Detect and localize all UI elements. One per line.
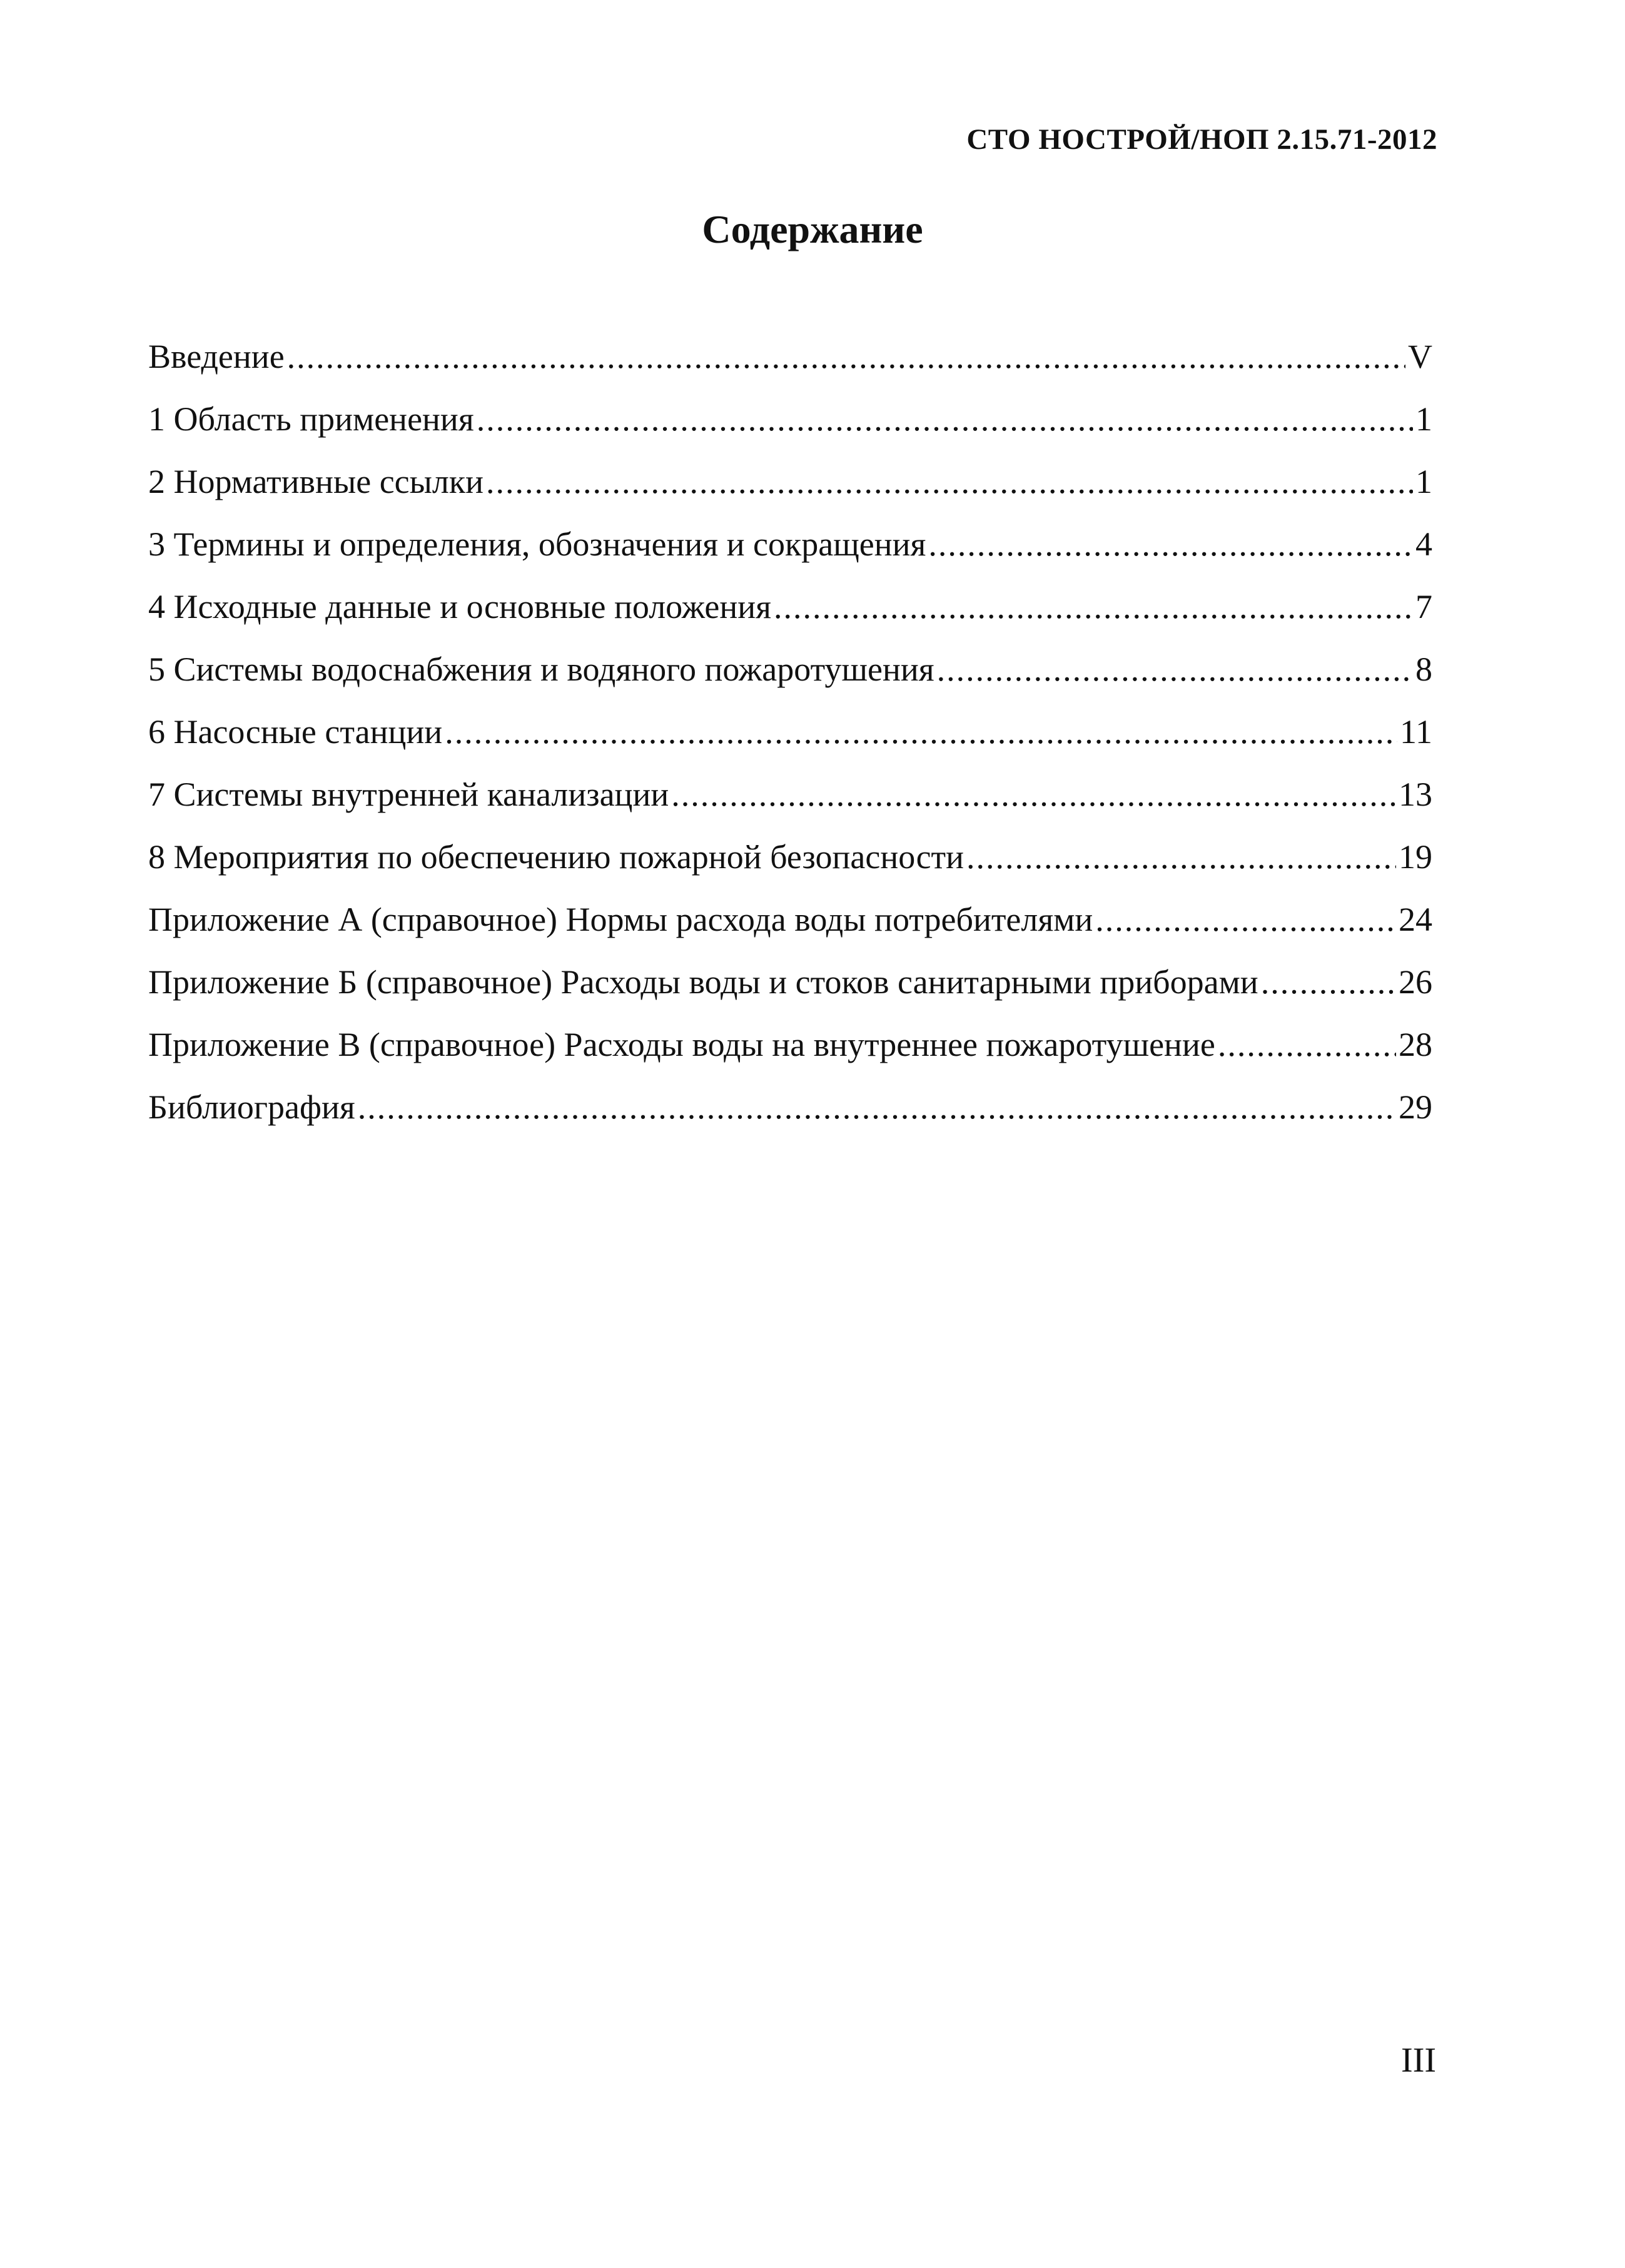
toc-dot-leader <box>445 701 1397 763</box>
toc-entry-page: 28 <box>1399 1026 1432 1063</box>
toc-dot-leader <box>1095 888 1396 951</box>
page-number: III <box>1401 2041 1436 2080</box>
document-code: СТО НОСТРОЙ/НОП 2.15.71-2012 <box>966 123 1437 156</box>
toc-entry-label: Библиография <box>148 1088 355 1126</box>
toc-dot-leader <box>1261 951 1396 1013</box>
toc-entry-page: 4 <box>1415 525 1432 563</box>
toc-dot-leader <box>358 1076 1396 1138</box>
toc-entry-bibliography[interactable] <box>148 1076 1432 1138</box>
toc-entry-section-8[interactable] <box>148 826 1432 888</box>
toc-dot-leader <box>486 450 1413 513</box>
toc-entry-page: 1 <box>1415 400 1432 438</box>
toc-entry-section-2[interactable] <box>148 450 1432 513</box>
toc-dot-leader <box>477 388 1413 450</box>
toc-entry-appendix-v[interactable] <box>148 1013 1432 1076</box>
toc-entry-page: 7 <box>1415 588 1432 625</box>
table-of-contents <box>148 325 1432 1138</box>
toc-entry-section-5[interactable] <box>148 638 1432 701</box>
toc-dot-leader <box>928 513 1413 575</box>
toc-entry-page: 8 <box>1415 651 1432 688</box>
toc-entry-label: 6 Насосные станции <box>148 713 443 751</box>
toc-entry-label: 5 Системы водоснабжения и водяного пожаротушения <box>148 651 934 688</box>
toc-entry-section-7[interactable] <box>148 763 1432 826</box>
toc-dot-leader <box>1218 1013 1396 1076</box>
toc-entry-page: 29 <box>1399 1088 1432 1126</box>
toc-entry-page: 24 <box>1399 901 1432 938</box>
toc-entry-page: V <box>1408 338 1432 375</box>
toc-entry-label: 4 Исходные данные и основные положения <box>148 588 771 625</box>
toc-entry-label: 8 Мероприятия по обеспечению пожарной безопасности <box>148 838 964 876</box>
toc-entry-appendix-a[interactable] <box>148 888 1432 951</box>
toc-entry-page: 19 <box>1399 838 1432 876</box>
toc-entry-page: 26 <box>1399 963 1432 1001</box>
toc-entry-section-1[interactable] <box>148 388 1432 450</box>
toc-entry-label: Приложение В (справочное) Расходы воды на внутреннее пожаротушение <box>148 1026 1215 1063</box>
toc-entry-label: 7 Системы внутренней канализации <box>148 776 669 813</box>
toc-entry-section-4[interactable] <box>148 575 1432 638</box>
toc-entry-label: 1 Область применения <box>148 400 474 438</box>
toc-entry-label: Приложение А (справочное) Нормы расхода воды потребителями <box>148 901 1093 938</box>
toc-entry-label: Приложение Б (справочное) Расходы воды и стоков санитарными приборами <box>148 963 1258 1001</box>
toc-entry-appendix-b[interactable] <box>148 951 1432 1013</box>
toc-entry-label: 3 Термины и определения, обозначения и сокращения <box>148 525 926 563</box>
toc-dot-leader <box>287 325 1405 388</box>
toc-dot-leader <box>937 638 1413 701</box>
toc-entry-page: 1 <box>1415 463 1432 500</box>
toc-dot-leader <box>966 826 1396 888</box>
toc-entry-introduction[interactable] <box>148 325 1432 388</box>
toc-dot-leader <box>774 575 1413 638</box>
toc-entry-page: 11 <box>1400 713 1432 751</box>
toc-entry-label: 2 Нормативные ссылки <box>148 463 483 500</box>
toc-title: Содержание <box>702 207 923 251</box>
toc-entry-section-3[interactable] <box>148 513 1432 575</box>
toc-entry-section-6[interactable] <box>148 701 1432 763</box>
toc-entry-label: Введение <box>148 338 285 375</box>
toc-entry-page: 13 <box>1399 776 1432 813</box>
toc-dot-leader <box>671 763 1396 826</box>
